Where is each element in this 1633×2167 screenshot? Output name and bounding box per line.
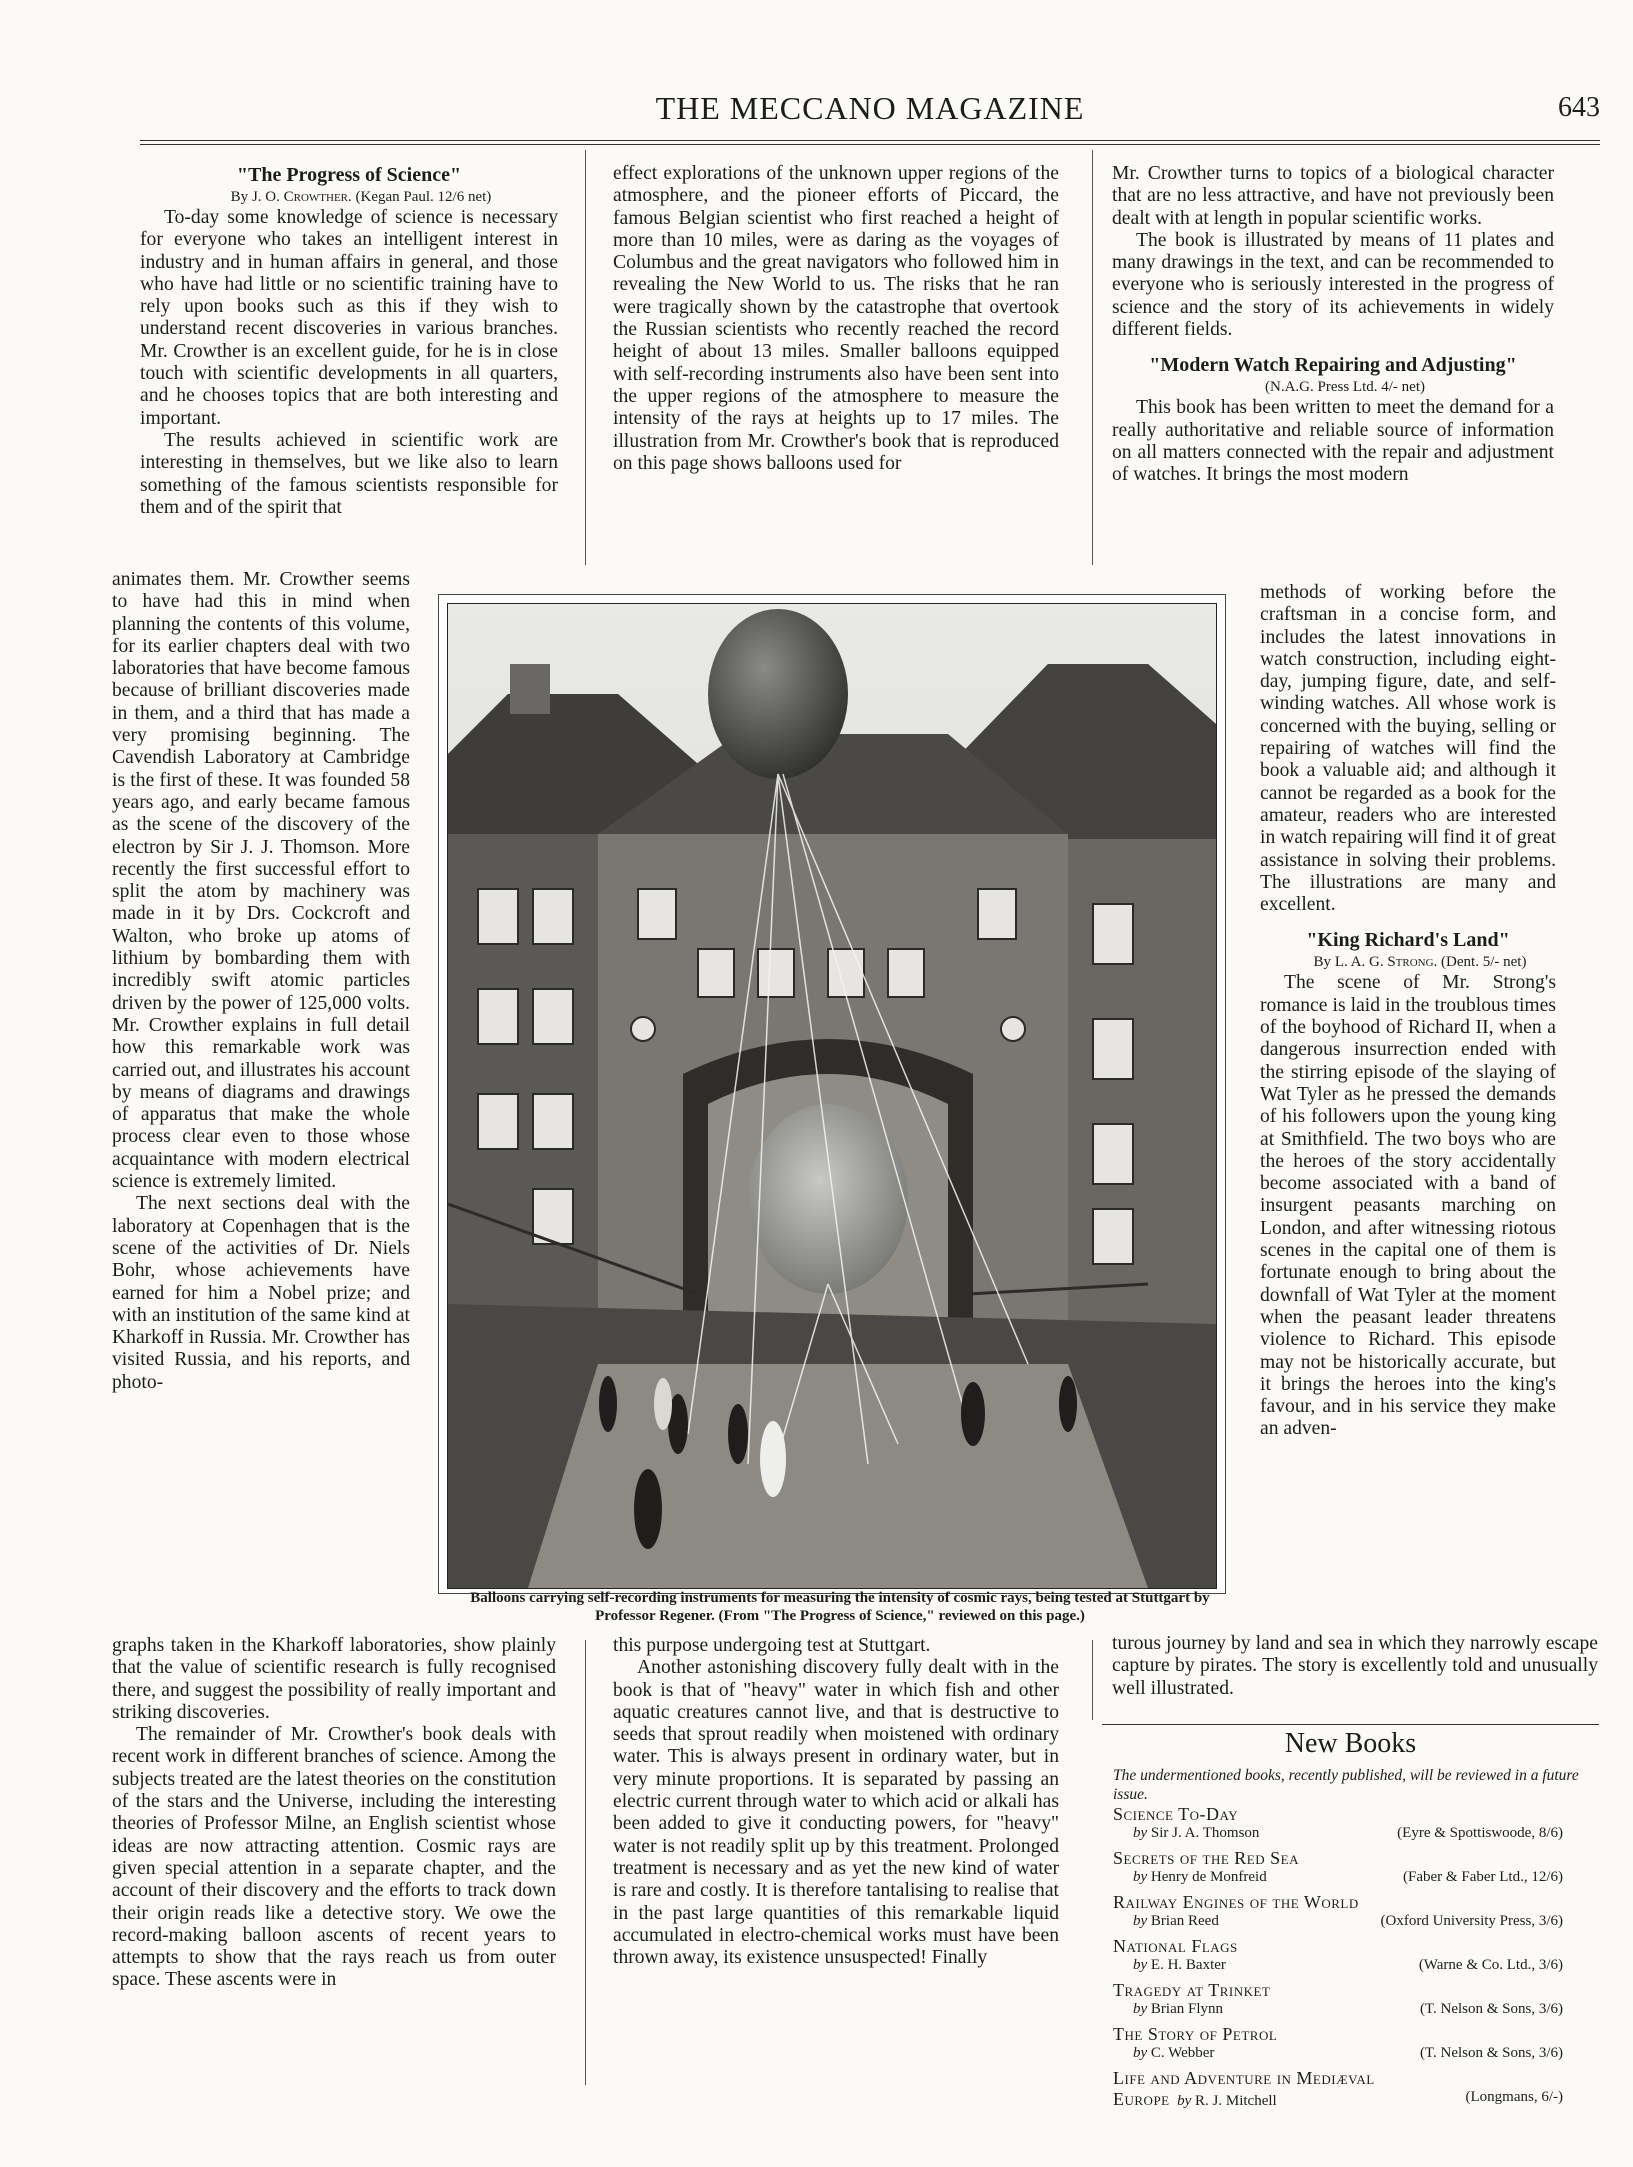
book-publisher: (Faber & Faber Ltd., 12/6): [1403, 1869, 1563, 1885]
article-progress-of-science: [140, 163, 558, 519]
book-title: National Flags: [1113, 1936, 1238, 1956]
paragraph: Another astonishing discovery fully dealt with in the book is that of "heavy" water in which fish and other aquatic creatures cannot live, and that is destructive to seeds that sprout readily when moistened with ordinary water. This is always present in ordinary water, but in very minute proportions. It is separated by passing an electric current through water to which acid or alkali has been added to give it conducting powers, for "heavy" water is not readily split up by this treatment. Prolonged treatment is necessary and as yet the new kind of water is rare and costly. It is therefore tantalising to realise that in the past large quantities of this remarkable liquid accumulated in electro-chemical works must have been thrown away, its existence unsuspected! Finally: [613, 1657, 1059, 1969]
book-title: The Story of Petrol: [1113, 2024, 1278, 2044]
book-publisher: (Eyre & Spottiswoode, 8/6): [1397, 1825, 1563, 1841]
paragraph: The remainder of Mr. Crowther's book deals with recent work in different branches of science. Among the subjects treated are the latest theories on the constitution of the stars and the Universe, including the interesting theories of Professor Milne, an English scientist whose ideas are now attracting attention. Cosmic rays are given special attention in a separate chapter, and the account of their discovery and the efforts to track down their origin reads like a detective story. We owe the record-making balloon ascents of recent years to attempts to show that the rays reach us from outer space. These ascents were in: [112, 1724, 556, 1991]
column-divider: [1092, 150, 1093, 565]
new-book-entry: [1113, 2068, 1563, 2112]
article-column-3-bottom: [1112, 1633, 1598, 1700]
column-divider: [585, 150, 586, 565]
page-header: [140, 88, 1600, 128]
column-divider: [1092, 1640, 1093, 1720]
magazine-title: THE MECCANO MAGAZINE: [655, 90, 1085, 126]
paragraph: this purpose undergoing test at Stuttgart.: [613, 1635, 931, 1656]
paragraph: The book is illustrated by means of 11 plates and many drawings in the text, and can be recommended to everyone who is seriously interested in the progress of science and the story of its achievements in widely different fields.: [1112, 229, 1554, 341]
book-author: Europe by R. J. Mitchell: [1113, 2089, 1277, 2109]
header-rule: [140, 140, 1600, 141]
new-books-intro: The undermentioned books, recently published, will be reviewed in a future issue.: [1113, 1767, 1579, 1803]
book-author: by Brian Reed: [1133, 1913, 1219, 1929]
book-title: Life and Adventure in Mediæval: [1113, 2068, 1375, 2088]
paragraph: To-day some knowledge of science is necessary for everyone who takes an intelligent interest in industry and in human affairs in general, and those who have had little or no scientific training have to rely upon books such as this if they wish to understand recent discoveries in various branches. Mr. Crowther is an excellent guide, for he is in close touch with scientific developments in all quarters, and he chooses topics that are both interesting and important.: [140, 207, 558, 429]
paragraph: graphs taken in the Kharkoff laboratories, show plainly that the value of scientific research is fully recognised there, and suggest the possibility of really important and striking discoveries.: [112, 1635, 556, 1723]
book-author: by Sir J. A. Thomson: [1133, 1825, 1260, 1841]
paragraph: The next sections deal with the laboratory at Copenhagen that is the scene of the activities of Dr. Niels Bohr, whose achievements have earned for him a Nobel prize; and with an institution of the same kind at Kharkoff in Russia. Mr. Crowther has visited Russia, and his reports, and photo-: [112, 1193, 410, 1393]
book-title: Science To-Day: [1113, 1804, 1239, 1824]
book-publisher: (Oxford University Press, 3/6): [1380, 1913, 1563, 1929]
paragraph: This book has been written to meet the demand for a really authoritative and reliable source of information on all matters connected with the repair and adjustment of watches. It brings the most modern: [1112, 397, 1554, 486]
balloon-test-illustration: [448, 604, 1216, 1588]
article-column-2-bottom: [613, 1635, 1059, 1969]
watch-book-heading: "Modern Watch Repairing and Adjusting": [1149, 354, 1517, 377]
column-divider: [585, 1640, 586, 2085]
paragraph: methods of working before the craftsman in a concise form, and includes the latest innovations in watch construction, including eight-day, jumping figure, date, and self-winding watches. All whose work is concerned with the buying, selling or repairing of watches will find the book a valuable aid; and although it cannot be regarded as a book for the amateur, readers who are interested in watch repairing will find it of great assistance in solving their problems. The illustrations are many and excellent.: [1260, 582, 1556, 916]
king-richard-heading: "King Richard's Land": [1306, 929, 1510, 952]
king-richard-byline: By L. A. G. Strong. (Dent. 5/- net): [1313, 954, 1527, 971]
book-publisher: (Longmans, 6/-): [1465, 2089, 1563, 2105]
photo-caption: Balloons carrying self-recording instruments for measuring the intensity of cosmic rays, being tested at Stuttgart by Professor Regener. (From "The Progress of Science," reviewed on this page.): [470, 1590, 1210, 1624]
book-author: by E. H. Baxter: [1133, 1957, 1226, 1973]
paragraph: Mr. Crowther turns to topics of a biological character that are no less attractive, and have not previously been dealt with at length in popular scientific works.: [1112, 163, 1554, 229]
book-author: by Henry de Monfreid: [1133, 1869, 1267, 1885]
new-book-entry: [1113, 1892, 1563, 1936]
book-author: by C. Webber: [1133, 2045, 1215, 2061]
header-rule-double: [140, 144, 1600, 145]
new-books-list: [1113, 1804, 1563, 2112]
article-column-2-top: [613, 163, 1059, 475]
new-book-entry: [1113, 2024, 1563, 2068]
paragraph: animates them. Mr. Crowther seems to have had this in mind when planning the contents of this volume, for its earlier chapters deal with two laboratories that have become famous because of brilliant discoveries made in them, and a third that has made a very promising beginning. The Cavendish Laboratory at Cambridge is the first of these. It was founded 58 years ago, and early became famous as the scene of the discovery of the electron by Sir J. J. Thomson. More recently the first successful effort to split the atom by machinery was made in it by Drs. Cockcroft and Walton, who broke up atoms of lithium by bombarding them with incredibly swift atomic particles driven by the power of 125,000 volts. Mr. Crowther explains in full detail how this remarkable work was carried out, and illustrates his account by means of diagrams and drawings of apparatus that make the whole process clear even to those whose acquaintance with modern electrical science is extremely limited.: [112, 569, 410, 1193]
article-column-bottom: [112, 1635, 556, 1992]
book-publisher: (T. Nelson & Sons, 3/6): [1419, 2001, 1563, 2017]
page-number: 643: [1558, 92, 1600, 123]
book-publisher: (Warne & Co. Ltd., 3/6): [1418, 1957, 1563, 1973]
new-book-entry: [1113, 1980, 1563, 2024]
article-column-narrow: [112, 569, 410, 1394]
balloon-photograph: [447, 603, 1217, 1589]
book-title: Secrets of the Red Sea: [1113, 1848, 1299, 1868]
paragraph: The scene of Mr. Strong's romance is laid in the troublous times of the boyhood of Richard II, when a dangerous insurrection ended with the stirring episode of the slaying of Wat Tyler as he pressed the demands of his followers upon the young king at Smithfield. The two boys who are the heroes of the story accidentally become associated with a band of insurgent peasants marching on London, and after witnessing riotous scenes in the capital one of them is fortunate enough to bring about the downfall of Wat Tyler at the moment when the peasant leader threatens violence to Richard. This episode may not be historically accurate, but it brings the heroes into the king's favour, and in his service they make an adven-: [1260, 972, 1556, 1440]
new-books-title: New Books: [1284, 1728, 1417, 1759]
new-books-rule: [1102, 1724, 1599, 1725]
article-column-3-top: [1112, 163, 1554, 487]
article-byline: By J. O. Crowther. (Kegan Paul. 12/6 net): [230, 189, 492, 205]
new-book-entry: [1113, 1936, 1563, 1980]
photo-frame: [438, 594, 1226, 1594]
article-column-3-narrow: [1260, 582, 1556, 1441]
book-title: Tragedy at Trinket: [1113, 1980, 1271, 2000]
book-publisher: (T. Nelson & Sons, 3/6): [1419, 2045, 1563, 2061]
paragraph: effect explorations of the unknown upper regions of the atmosphere, and the pioneer efforts of Piccard, the famous Belgian scientist who first reached a height of more than 10 miles, were as daring as the voyages of Columbus and the great navigators who followed him in revealing the New World to us. The risks that he ran were tragically shown by the catastrophe that overtook the Russian scientists who recently reached the record height of about 13 miles. Smaller balloons equipped with self-recording instruments also have been sent into the upper regions of the atmosphere to measure the intensity of the rays at heights up to 17 miles. The illustration from Mr. Crowther's book that is reproduced on this page shows balloons used for: [613, 163, 1059, 474]
article-heading: "The Progress of Science": [236, 164, 462, 186]
book-author: by Brian Flynn: [1133, 2001, 1224, 2017]
paragraph: turous journey by land and sea in which they narrowly escape capture by pirates. The story is excellently told and unusually well illustrated.: [1112, 1633, 1598, 1699]
book-title: Railway Engines of the World: [1113, 1892, 1359, 1912]
new-book-entry: [1113, 1804, 1563, 1848]
paragraph: The results achieved in scientific work are interesting in themselves, but we like also to learn something of the famous scientists responsible for them and of the spirit that: [140, 429, 558, 518]
new-book-entry: [1113, 1848, 1563, 1892]
watch-book-details: (N.A.G. Press Ltd. 4/- net): [1265, 379, 1425, 396]
